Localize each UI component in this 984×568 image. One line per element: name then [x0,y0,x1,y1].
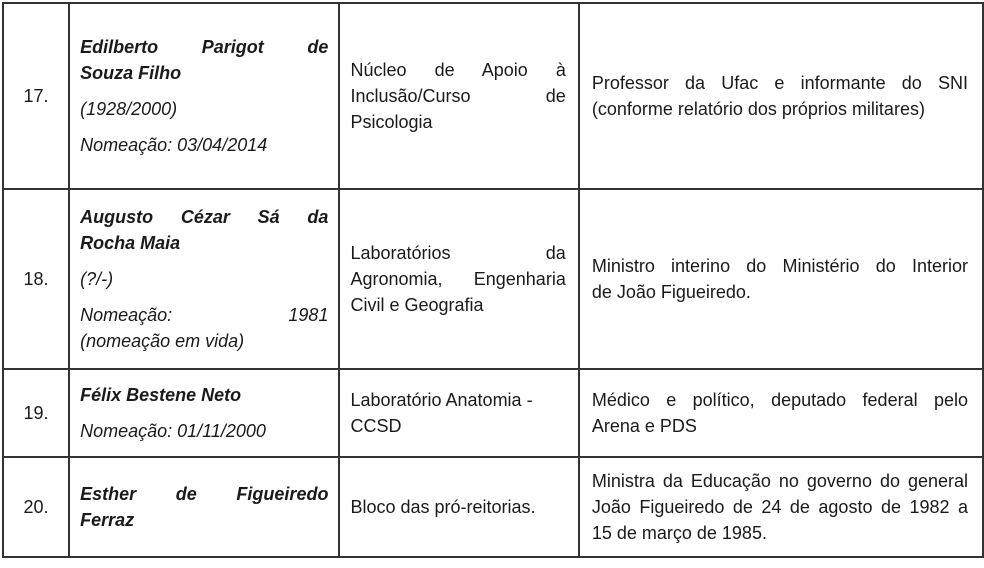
place-line: Psicologia [350,112,433,132]
name-cell [69,457,339,557]
place-line: CCSD [350,416,402,436]
role-cell [579,3,983,189]
role-cell [579,457,983,557]
table-row [3,457,983,557]
row-number: 19. [3,369,69,457]
place-cell [339,457,578,557]
person-name-line: Ferraz [80,510,135,530]
person-name-line: Félix Bestene Neto [80,385,242,405]
person-name-line: Edilberto Parigot de [80,37,329,57]
place-line: Agronomia, Engenharia [350,269,566,289]
person-name-line: Rocha Maia [80,233,181,253]
role-line: Arena e PDS [591,416,697,436]
role-line: Professor da Ufac e informante do SNI [591,73,968,93]
name-cell [69,3,339,189]
place-line: Civil e Geografia [350,295,484,315]
appointment-date: Nomeação: 03/04/2014 [80,135,268,155]
place-line: Núcleo de Apoio à [350,60,566,80]
name-cell [69,369,339,457]
row-number: 20. [3,457,69,557]
person-name-line: Augusto Cézar Sá da [80,207,329,227]
place-line: Laboratórios da [350,243,566,263]
table-row [3,189,983,369]
row-number: 17. [3,3,69,189]
place-cell [339,3,578,189]
table-row [3,3,983,189]
life-years: (?/-) [80,269,114,289]
place-line: Bloco das pró-reitorias. [350,497,536,517]
role-cell [579,189,983,369]
place-cell [339,189,578,369]
role-line: de João Figueiredo. [591,282,751,302]
appointment-note: (nomeação em vida) [80,331,245,351]
role-line: João Figueiredo de 24 de agosto de 1982 a [591,497,968,517]
role-line: (conforme relatório dos próprios militares) [591,99,925,119]
role-line: Ministra da Educação no governo do general [591,471,968,491]
appointment-date: Nomeação: 1981 [80,305,329,325]
role-cell [579,369,983,457]
role-line: 15 de março de 1985. [591,523,767,543]
place-cell [339,369,578,457]
table-row [3,369,983,457]
role-line: Médico e político, deputado federal pelo [591,390,968,410]
person-name-line: Souza Filho [80,63,182,83]
honorees-table [2,2,984,558]
place-line: Laboratório Anatomia - [350,390,533,410]
person-name-line: Esther de Figueiredo [80,484,329,504]
name-cell [69,189,339,369]
role-line: Ministro interino do Ministério do Interior [591,256,968,276]
place-line: Inclusão/Curso de [350,86,566,106]
life-years: (1928/2000) [80,99,178,119]
row-number: 18. [3,189,69,369]
appointment-date: Nomeação: 01/11/2000 [80,421,266,441]
